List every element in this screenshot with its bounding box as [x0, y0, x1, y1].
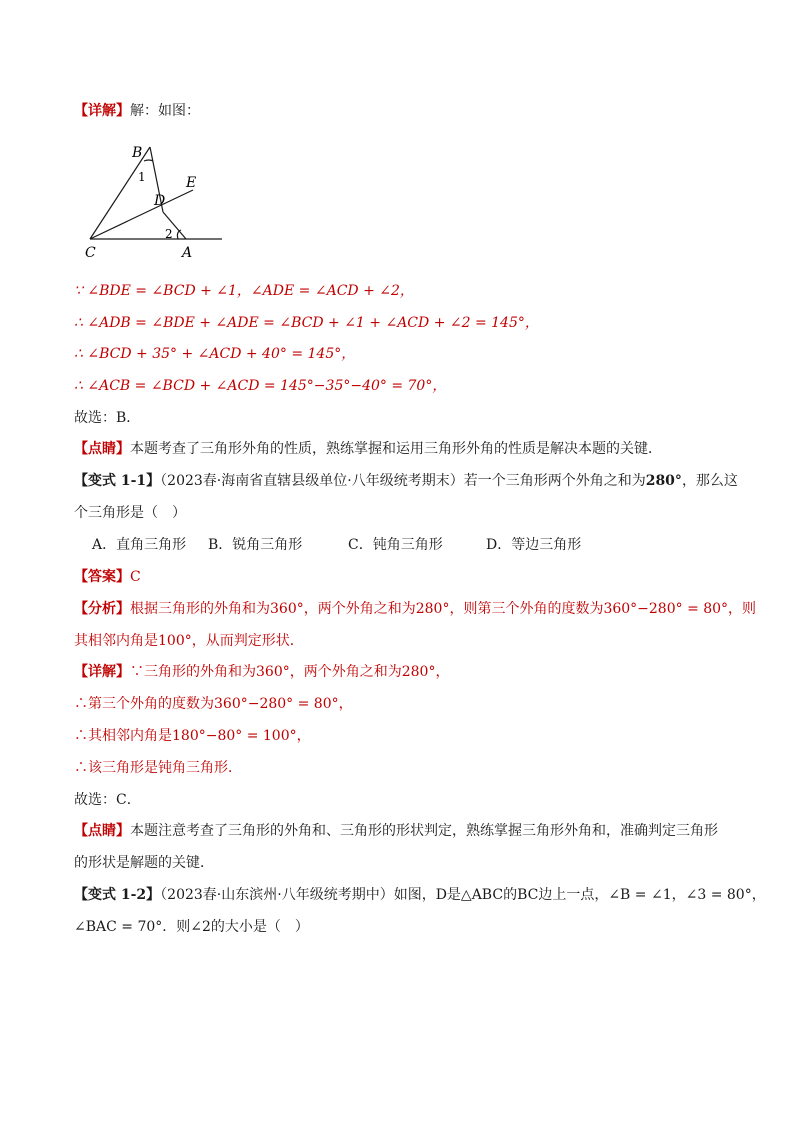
- label-c: C: [85, 245, 96, 261]
- detail-2-tag: 【详解】: [74, 664, 130, 680]
- angle-2-arc: [177, 230, 181, 239]
- detail-2-line-1: [74, 662, 754, 682]
- comment-1-tag: 【点睛】: [74, 441, 130, 457]
- label-2: 2: [165, 227, 173, 241]
- geometry-figure: [80, 140, 230, 262]
- option-b: B．锐角三角形: [208, 537, 303, 553]
- detail-heading: [74, 101, 754, 121]
- equation-line-1: ∵ ∠BDE = ∠BCD + ∠1，∠ADE = ∠ACD + ∠2，: [74, 283, 414, 299]
- variant-1-2: [74, 885, 766, 905]
- choice-line-1: 故选：B．: [74, 410, 141, 426]
- detail-2-text-1: ∵三角形的外角和为360°，两个外角之和为280°，: [130, 664, 450, 680]
- angle-1-arc: [144, 160, 153, 161]
- answer-value: C: [130, 569, 141, 585]
- variant-1-1-text2: ，那么这: [681, 473, 738, 489]
- label-1: 1: [138, 170, 146, 184]
- detail-2-line-4: ∴该三角形是钝角三角形．: [74, 760, 242, 776]
- analysis-tag: 【分析】: [74, 601, 130, 617]
- equation-line-3: ∴ ∠BCD + 35° + ∠ACD + 40° = 145°，: [74, 346, 356, 362]
- variant-1-2-line2: ∠BAC = 70°．则∠2的大小是（ ）: [74, 919, 309, 935]
- variant-1-1-tag: 【变式 1-1】: [74, 473, 161, 489]
- option-c: C．钝角三角形: [348, 537, 443, 553]
- option-a: A．直角三角形: [92, 537, 187, 553]
- variant-1-1: [74, 471, 754, 491]
- analysis-line-2: 其相邻内角是100°，从而判定形状．: [74, 633, 304, 649]
- detail-tag: 【详解】: [74, 103, 130, 119]
- variant-1-1-text1: 若一个三角形两个外角之和为: [463, 473, 646, 489]
- variant-1-1-value: 280°: [645, 473, 682, 489]
- comment-2-tag: 【点睛】: [74, 823, 130, 839]
- variant-1-1-line2: 个三角形是（ ）: [74, 505, 186, 521]
- answer: [74, 567, 754, 587]
- label-b: B: [132, 145, 143, 161]
- analysis-line-1: [74, 599, 757, 619]
- detail-2-line-3: ∴其相邻内角是180°−80° = 100°，: [74, 728, 311, 744]
- equation-line-4: ∴ ∠ACB = ∠BCD + ∠ACD = 145°−35°−40° = 70°，: [74, 378, 447, 394]
- analysis-text-1: 根据三角形的外角和为360°，两个外角之和为280°，则第三个外角的度数为360°−280° = 80°，则: [130, 601, 757, 617]
- comment-1: [74, 439, 754, 459]
- variant-1-2-text-1: 如图，D是△ABC的BC边上一点，∠B = ∠1，∠3 = 80°，: [393, 887, 766, 903]
- answer-tag: 【答案】: [74, 569, 130, 585]
- comment-2-line-1: [74, 821, 754, 841]
- variant-1-2-source: （2023春·山东滨州·八年级统考期中）: [160, 887, 394, 903]
- variant-1-1-source: （2023春·海南省直辖县级单位·八年级统考期末）: [160, 473, 464, 489]
- comment-2-line-2: 的形状是解题的关键．: [74, 855, 214, 871]
- choice-line-2: 故选：C．: [74, 792, 141, 808]
- label-a: A: [182, 245, 193, 261]
- option-d: D．等边三角形: [486, 537, 582, 553]
- comment-1-text: 本题考查了三角形外角的性质，熟练掌握和运用三角形外角的性质是解决本题的关键．: [130, 441, 662, 457]
- comment-2-text-1: 本题注意考查了三角形的外角和、三角形的形状判定，熟练掌握三角形外角和，准确判定三角形: [130, 823, 718, 839]
- detail-text: 解：如图：: [130, 103, 200, 119]
- equation-line-2: ∴ ∠ADB = ∠BDE + ∠ADE = ∠BCD + ∠1 + ∠ACD + ∠2 = 145°，: [74, 315, 539, 331]
- detail-2-line-2: ∴第三个外角的度数为360°−280° = 80°，: [74, 696, 353, 712]
- label-d: D: [154, 193, 166, 209]
- variant-1-2-tag: 【变式 1-2】: [74, 887, 161, 903]
- label-e: E: [186, 175, 197, 191]
